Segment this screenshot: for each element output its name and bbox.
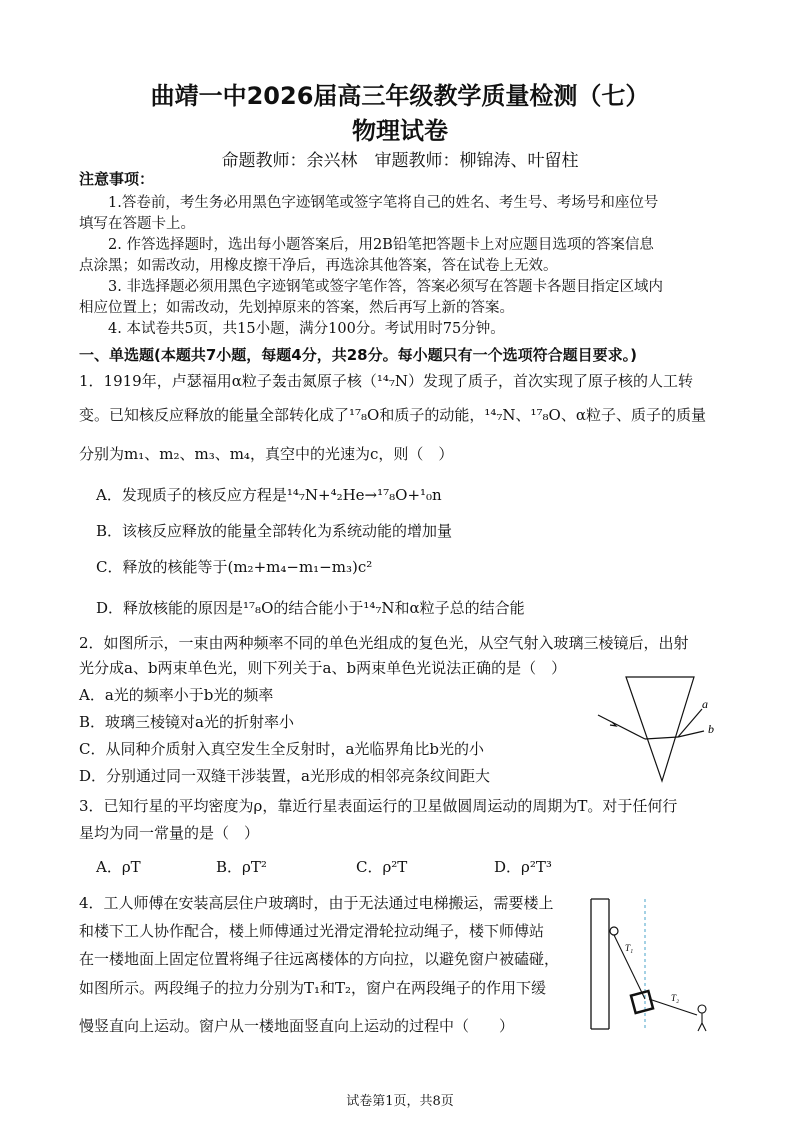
- q2-option-c: C．从同种介质射入真空发生全反射时，a光临界角比b光的小: [79, 740, 485, 758]
- prism-figure: [590, 675, 730, 785]
- notice-line: 4. 本试卷共5页，共15小题，满分100分。考试用时75分钟。: [108, 321, 505, 337]
- q4-line: 和楼下工人协作配合，楼上师傅通过光滑定滑轮拉动绳子，楼下师傅站: [79, 922, 545, 940]
- q2-line: 2．如图所示，一束由两种频率不同的单色光组成的复色光，从空气射入玻璃三棱镜后，出射: [79, 634, 689, 652]
- exam-authors: 命题教师：余兴林 审题教师：柳锦涛、叶留柱: [221, 151, 579, 171]
- notice-line: 填写在答题卡上。: [79, 216, 195, 232]
- label-t2: T₂: [671, 993, 680, 1003]
- q3-line: 星均为同一常量的是（ ）: [79, 824, 260, 842]
- q4-line: 慢竖直向上运动。窗户从一楼地面竖直向上运动的过程中（ ）: [79, 1017, 515, 1035]
- q4-line: 在一楼地面上固定位置将绳子往远离楼体的方向拉，以避免窗户被磕碰，: [79, 950, 560, 968]
- q1-option-b: B．该核反应释放的能量全部转化为系统动能的增加量: [96, 522, 453, 540]
- worker-leg-right: [702, 1023, 706, 1031]
- label-b: b: [708, 722, 714, 736]
- q2-line: 光分成a、b两束单色光，则下列关于a、b两束单色光说法正确的是（ ）: [79, 659, 567, 677]
- notice-line: 点涂黑；如需改动，用橡皮擦干净后，再选涂其他答案，答在试卷上无效。: [79, 258, 558, 274]
- q3-option-c: C．ρ²T: [356, 858, 408, 876]
- q1-line: 分别为m₁、m₂、m₃、m₄，真空中的光速为c，则（ ）: [79, 445, 454, 463]
- notice-line: 2. 作答选择题时，选出每小题答案后，用2B铅笔把答题卡上对应题目选项的答案信息: [108, 237, 654, 253]
- q1-line: 变。已知核反应释放的能量全部转化成了¹⁷₈O和质子的动能，¹⁴₇N、¹⁷₈O、α粒子、质子的质量: [79, 406, 706, 424]
- q3-option-d: D．ρ²T³: [494, 858, 552, 876]
- page-footer: 试卷第1页，共8页: [346, 1094, 454, 1109]
- refracted-ray: [645, 737, 678, 739]
- incident-ray: [598, 715, 645, 739]
- q3-option-a: A．ρT: [96, 858, 141, 876]
- worker-head-icon: [698, 1005, 706, 1013]
- exam-title: 曲靖一中2026届高三年级教学质量检测（七）: [150, 82, 650, 110]
- q3-option-b: B．ρT²: [216, 858, 267, 876]
- notice-line: 3. 非选择题必须用黑色字迹钢笔或签字笔作答，答案必须写在答题卡各题目指定区域内: [108, 279, 663, 295]
- prism-triangle: [626, 677, 694, 781]
- q1-option-d: D．释放核能的原因是¹⁷₈O的结合能小于¹⁴₇N和α粒子总的结合能: [96, 599, 525, 617]
- q2-option-a: A．a光的频率小于b光的频率: [79, 686, 274, 704]
- window-pane: [631, 991, 653, 1013]
- label-t1: T₁: [625, 943, 634, 953]
- q4-line: 如图所示。两段绳子的拉力分别为T₁和T₂，窗户在两段绳子的作用下缓: [79, 979, 547, 997]
- label-a: a: [702, 697, 708, 711]
- section-heading: 一、单选题(本题共7小题，每题4分，共28分。每小题只有一个选项符合题目要求。): [79, 346, 637, 364]
- q4-line: 4．工人师傅在安装高层住户玻璃时，由于无法通过电梯搬运，需要楼上: [79, 894, 554, 912]
- q1-line: 1．1919年，卢瑟福用α粒子轰击氮原子核（¹⁴₇N）发现了质子，首次实现了原子核的人工转: [79, 372, 694, 390]
- q1-option-c: C．释放的核能等于(m₂+m₄−m₁−m₃)c²: [96, 558, 373, 576]
- q1-option-a: A．发现质子的核反应方程是¹⁴₇N+⁴₂He→¹⁷₈O+¹₀n: [96, 486, 442, 504]
- window-pulley-figure: [585, 895, 735, 1035]
- q2-option-d: D．分别通过同一双缝干涉装置，a光形成的相邻亮条纹间距大: [79, 767, 490, 785]
- exam-subtitle: 物理试卷: [352, 117, 448, 145]
- q3-line: 3．已知行星的平均密度为ρ，靠近行星表面运行的卫星做圆周运动的周期为T。对于任何行: [79, 797, 678, 815]
- notice-line: 1.答卷前，考生务必用黑色字迹钢笔或签字笔将自己的姓名、考生号、考场号和座位号: [108, 195, 659, 211]
- notice-title: 注意事项：: [79, 170, 155, 188]
- q2-option-b: B．玻璃三棱镜对a光的折射率小: [79, 713, 294, 731]
- notice-line: 相应位置上；如需改动，先划掉原来的答案，然后再写上新的答案。: [79, 300, 514, 316]
- worker-leg-left: [698, 1023, 702, 1031]
- pulley-icon: [610, 927, 618, 935]
